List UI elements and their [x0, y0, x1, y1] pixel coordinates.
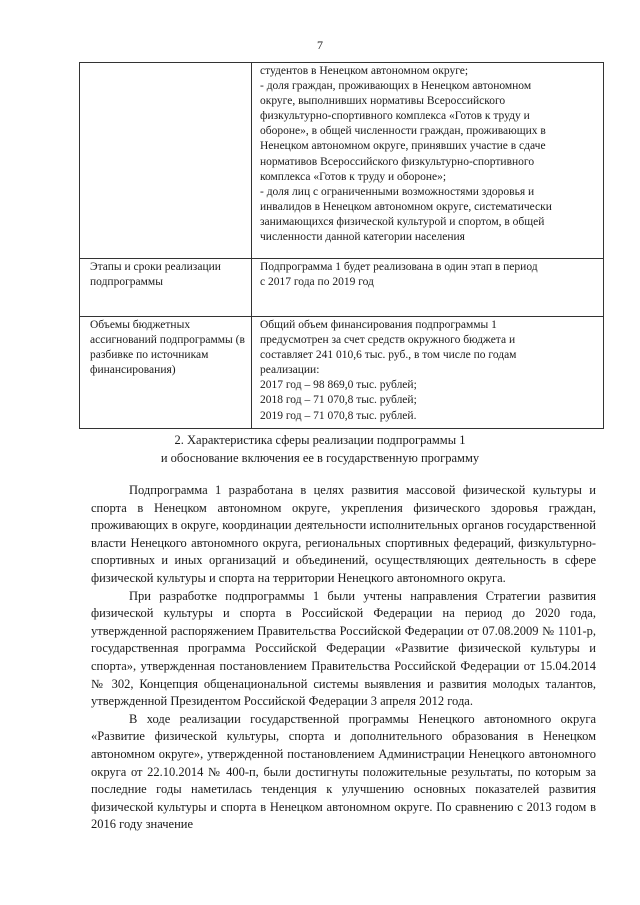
value-line: 2018 год – 71 070,8 тыс. рублей;: [260, 394, 417, 407]
page-number: 7: [317, 38, 323, 52]
section-heading-line: и обоснование включения ее в государственную программу: [160, 451, 480, 465]
value-line: 2017 год – 98 869,0 тыс. рублей;: [260, 379, 417, 392]
value-line: инвалидов в Ненецком автономном округе, систематически: [260, 200, 552, 213]
table-cell-label: [80, 63, 252, 259]
table-cell-label: [80, 259, 252, 317]
section-heading-line: 2. Характеристика сферы реализации подпрограммы 1: [174, 433, 466, 447]
value-line: Общий объем финансирования подпрограммы 1: [260, 319, 497, 331]
value-line: предусмотрен за счет средств окружного бюджета и: [260, 334, 516, 347]
value-line: обороне», в общей численности граждан, проживающих в: [260, 125, 546, 138]
value-line: 2019 год – 71 070,8 тыс. рублей.: [260, 409, 417, 422]
paragraph: При разработке подпрограммы 1 были учтены направления Стратегии развития физической культуры и спорта в Российской Федерации на период до 2020 года, утвержденной распоряжением Правительства Российской Федерации от 07.08.2009 № 1101-р, государственная программа Российской Федерации «Развитие физической культуры и спорта», утвержденная постановлением Правительства Российской Федерации от 15.04.2014 № 302, Концепция общенациональной системы выявления и развития молодых талантов, утвержденной Президентом Российской Федерации 3 апреля 2012 года.: [91, 588, 596, 709]
subprogram-passport-table: [79, 62, 604, 429]
value-line: физкультурно-спортивного комплекса «Готов к труду и: [260, 110, 530, 123]
table-cell-label: [80, 317, 252, 429]
table-row-stages: [80, 259, 604, 317]
paragraph: В ходе реализации государственной программы Ненецкого автономного округа «Развитие физической культуры, спорта и дополнительного образования в Ненецком автономном округе», утвержденной постановлением Администрации Ненецкого автономного округа от 22.10.2014 № 400-п, были достигнуты положительные результаты, по которым за последние годы наметилась тенденция к улучшению основных показателей развития физической культуры и спорта в Ненецком автономном округе. По сравнению с 2013 годом в 2016 году значение: [91, 711, 596, 832]
section-heading: [0, 431, 640, 467]
value-line: с 2017 года по 2019 год: [260, 276, 374, 289]
value-line: реализации:: [260, 364, 320, 377]
value-line: составляет 241 010,6 тыс. руб., в том числе по годам: [260, 349, 517, 362]
table-cell-value: [252, 63, 604, 259]
value-line: округе, выполнивших нормативы Всероссийского: [260, 95, 506, 108]
value-line: студентов в Ненецком автономном округе;: [260, 65, 469, 77]
value-line: - доля лиц с ограниченными возможностями здоровья и: [260, 185, 535, 198]
table-cell-value: [252, 317, 604, 429]
table-row-indicators: [80, 63, 604, 259]
value-line: Ненецком автономном округе, принявших участие в сдаче: [260, 140, 546, 153]
value-line: занимающихся физической культурой и спортом, в общей: [260, 215, 545, 228]
value-line: численности данной категории населения: [260, 231, 465, 244]
row-label: Этапы и сроки реализации подпрограммы: [90, 261, 221, 289]
paragraph: Подпрограмма 1 разработана в целях развития массовой физической культуры и спорта в Ненецком автономном округе, укрепления физического здоровья граждан, проживающих в округе, координации деятельности исполнительных органов государственной власти Ненецкого автономного округа, региональных спортивных федераций, физкультурно-спортивных и иных организаций и объединений, осуществляющих деятельность в сфере физической культуры и спорта на территории Ненецкого автономного округа.: [91, 483, 596, 585]
table-cell-value: [252, 259, 604, 317]
value-line: Подпрограмма 1 будет реализована в один этап в период: [260, 261, 538, 273]
value-line: - доля граждан, проживающих в Ненецком автономном: [260, 80, 532, 93]
body-text: [91, 482, 596, 834]
row-label: Объемы бюджетных ассигнований подпрограммы (в разбивке по источникам финансирования): [90, 319, 245, 377]
value-line: комплекса «Готов к труду и обороне»;: [260, 170, 447, 183]
value-line: нормативов Всероссийского физкультурно-спортивного: [260, 155, 535, 168]
table-row-funding: [80, 317, 604, 429]
